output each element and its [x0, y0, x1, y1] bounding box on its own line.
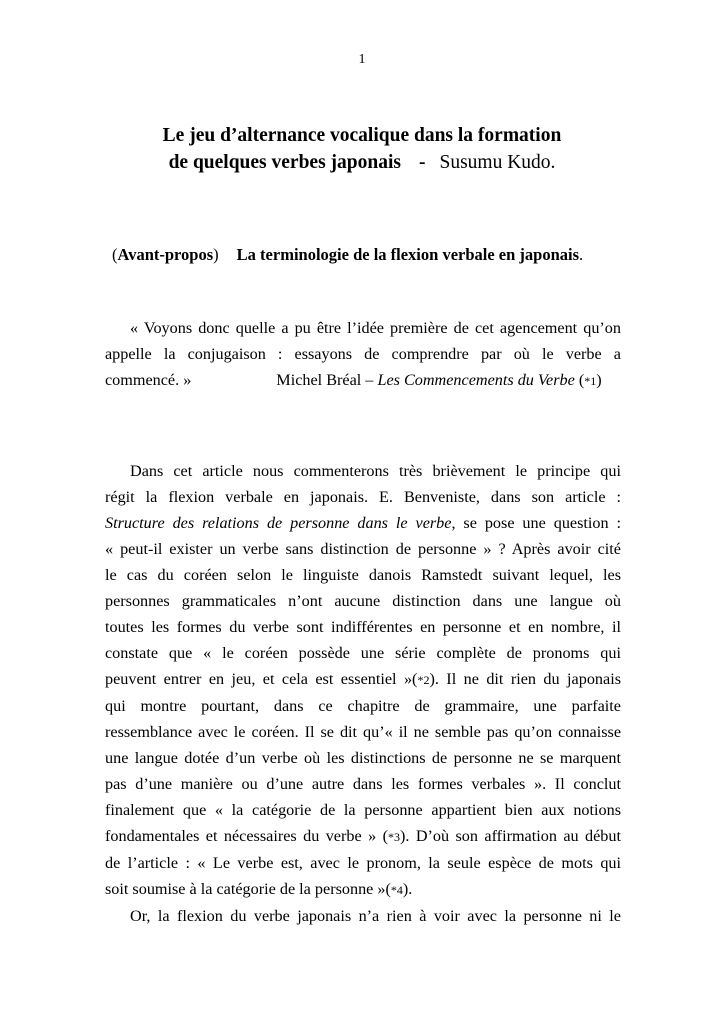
epigraph-quote — [105, 315, 621, 394]
body-line: fondamentales et nécessaires du verbe » (*3). D’où son affirmation au début — [105, 827, 621, 845]
footnote-ref: *4 — [390, 883, 403, 897]
section-label: Avant-propos — [117, 245, 214, 264]
body-line: ressemblance avec le coréen. Il se dit qu’« il ne semble pas qu’on connaisse — [105, 723, 621, 741]
section-heading: (Avant-propos) La terminologie de la flexion verbale en japonais. — [112, 245, 584, 264]
body-line: de l’article : « Le verbe est, avec le pronom, la seule espèce de mots qui — [105, 854, 621, 872]
quote-work-title: Les Commencements du Verbe — [377, 371, 575, 389]
body-line: le cas du coréen selon le linguiste danois Ramstedt suivant lequel, les — [105, 566, 621, 584]
quote-line: commencé. » Michel Bréal – Les Commencements du Verbe (*1) — [105, 371, 602, 389]
footnote-ref: *3 — [387, 830, 400, 844]
body-line: toutes les formes du verbe sont indifférentes en personne et en nombre, il — [105, 618, 621, 636]
quote-line: « Voyons donc quelle a pu être l’idée première de cet agencement qu’on — [130, 319, 621, 337]
body-line: soit soumise à la catégorie de la personne »(*4). — [105, 880, 413, 898]
body-text — [105, 458, 621, 929]
body-line: une langue dotée d’un verbe où les distinctions de personne ne se marquent — [105, 749, 621, 767]
quote-line: appelle la conjugaison : essayons de comprendre par où le verbe a — [105, 345, 621, 363]
quote-attribution: Michel Bréal – Les Commencements du Verbe (*1) — [276, 371, 602, 389]
body-line: Structure des relations de personne dans le verbe, se pose une question : — [105, 514, 621, 532]
footnote-ref: *1 — [584, 374, 597, 388]
title-separator: - — [418, 152, 426, 173]
page-number: 1 — [358, 52, 366, 67]
body-line: pas d’une manière ou d’une autre dans les formes verbales ». Il conclut — [105, 775, 621, 793]
body-line: constate que « le coréen possède une série complète de pronoms qui — [105, 644, 621, 662]
article-title — [0, 122, 724, 176]
footnote-ref: *2 — [417, 673, 430, 687]
body-line: Dans cet article nous commenterons très brièvement le principe qui — [130, 462, 621, 480]
title-line-2: de quelques verbes japonais - Susumu Kudo. — [168, 152, 556, 173]
body-line: peuvent entrer en jeu, et cela est essentiel »(*2). Il ne dit rien du japonais — [105, 670, 621, 688]
title-line-1: Le jeu d’alternance vocalique dans la formation — [162, 125, 562, 146]
body-line: personnes grammaticales n’ont aucune distinction dans une langue où — [105, 592, 621, 610]
body-line: qui montre pourtant, dans ce chapitre de grammaire, une parfaite — [105, 697, 621, 715]
body-line: « peut-il exister un verbe sans distinction de personne » ? Après avoir cité — [105, 540, 621, 558]
body-line: régit la flexion verbale en japonais. E. Benveniste, dans son article : — [105, 488, 621, 506]
cited-work-title: Structure des relations de personne dans le verbe — [105, 514, 452, 532]
author-name: Susumu Kudo — [439, 152, 551, 173]
section-title: La terminologie de la flexion verbale en japonais — [236, 245, 580, 264]
body-line: finalement que « la catégorie de la personne appartient bien aux notions — [105, 801, 621, 819]
body-line: Or, la flexion du verbe japonais n’a rien à voir avec la personne ni le — [130, 907, 621, 925]
